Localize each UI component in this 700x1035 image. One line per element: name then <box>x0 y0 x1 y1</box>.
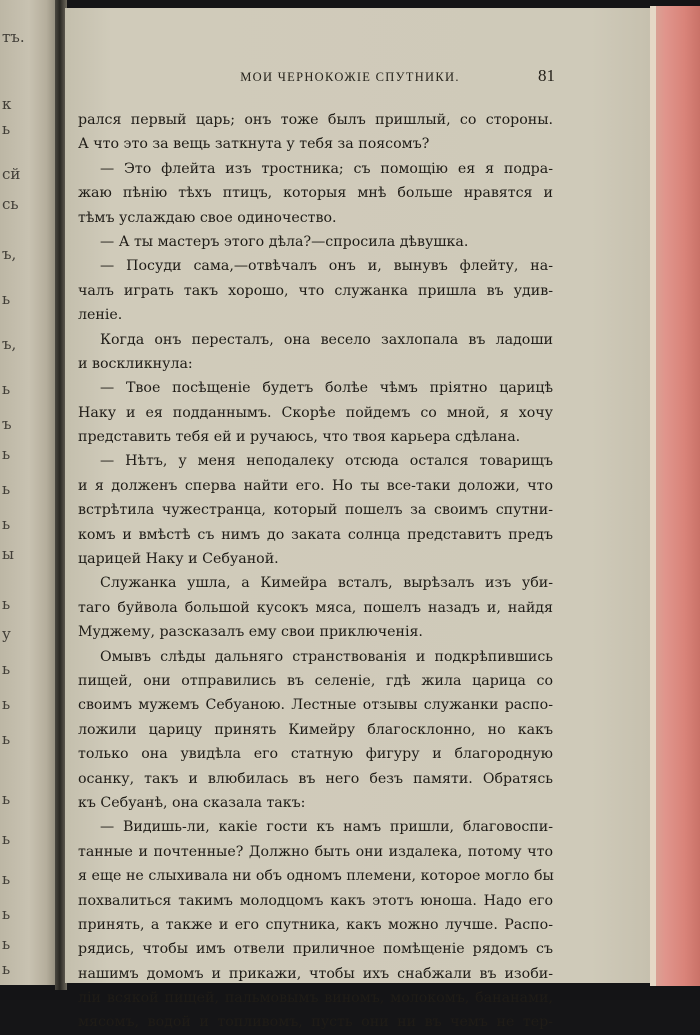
text-line: — Видишь-ли, какіе гости къ намъ пришли, благовоспи- <box>100 819 553 836</box>
left-page-fragment: ь <box>2 595 11 613</box>
left-page-fragment: ь <box>2 935 11 953</box>
text-line: только она увидѣла его статную фигуру и благородную <box>78 746 553 763</box>
left-page-fragment: ь <box>2 960 11 978</box>
left-page-fragment: ъ, <box>2 335 17 353</box>
text-line: — Это флейта изъ тростника; съ помощію ея я подра- <box>100 160 553 177</box>
text-line: — А ты мастеръ этого дѣла?—спросила дѣвушка. <box>100 233 469 250</box>
left-page-fragment: ь <box>2 905 11 923</box>
text-line: танные и почтенные? Должно быть они издалека, потому что <box>78 843 553 860</box>
left-page-fragment: ь <box>2 730 11 748</box>
text-line: жаю пѣнію тѣхъ птицъ, которыя мнѣ больше нравятся и <box>78 185 553 202</box>
text-line: Когда онъ пересталъ, она весело захлопала въ ладоши <box>100 331 553 348</box>
text-line: Омывъ слѣды дальняго странствованія и подкрѣпившись <box>100 648 553 665</box>
text-line: Наку и ея подданнымъ. Скорѣе пойдемъ со мной, я хочу <box>78 404 553 421</box>
left-page-fragment: ь <box>2 660 11 678</box>
left-page-fragment: ь <box>2 290 11 308</box>
text-line: къ Себуанѣ, она сказала такъ: <box>78 794 306 811</box>
text-line: Служанка ушла, а Кимейра всталъ, вырѣзалъ изъ уби- <box>100 575 553 592</box>
left-page-fragment: ь <box>2 445 11 463</box>
text-line: — Твое посѣщеніе будетъ болѣе чѣмъ пріятно царицѣ <box>100 380 553 397</box>
book-cover-edge <box>650 6 700 986</box>
text-line: и я долженъ сперва найти его. Но ты все-таки доложи, что <box>78 477 553 494</box>
left-page-fragment: ъ, <box>2 245 17 263</box>
left-page-fragment: ь <box>2 480 11 498</box>
text-line: рядись, чтобы имъ отвели приличное помѣщеніе рядомъ съ <box>78 941 553 958</box>
text-line: таго буйвола большой кусокъ мяса, пошелъ назадъ и, найдя <box>78 599 553 616</box>
left-page-fragment: сй <box>2 165 21 183</box>
text-line: ліи всякой пищей, пальмовымъ виномъ, молокомъ, бананами, <box>78 990 553 1007</box>
left-page-fragment: тъ. <box>2 28 25 46</box>
text-line: рался первый царь; онъ тоже былъ пришлый, со стороны. <box>78 112 553 128</box>
text-line: комъ и вмѣстѣ съ нимъ до заката солнца представитъ предъ <box>78 526 553 543</box>
text-line: встрѣтила чужестранца, который пошелъ за своимъ спутни- <box>78 502 553 519</box>
left-page-fragment: сь <box>2 195 19 213</box>
text-line: чалъ играть такъ хорошо, что служанка пришла въ удив- <box>78 282 553 299</box>
left-page-fragment: ь <box>2 695 11 713</box>
text-line: — Нѣтъ, у меня неподалеку отсюда остался товарищъ <box>100 453 553 470</box>
text-line: и воскликнула: <box>78 355 193 372</box>
left-page-fragment: ь <box>2 380 11 398</box>
left-page-fragment: ь <box>2 515 11 533</box>
left-page-edge <box>0 0 58 985</box>
running-header: МОИ ЧЕРНОКОЖІЕ СПУТНИКИ. <box>240 70 460 84</box>
left-page-fragment: у <box>2 625 11 643</box>
text-line: пищей, они отправились въ селеніе, гдѣ жила царица со <box>78 672 553 689</box>
text-line: царицей Наку и Себуаной. <box>78 551 279 568</box>
text-line: принять, а также и его спутника, какъ можно лучше. Распо- <box>78 916 553 933</box>
left-page-fragment: ь <box>2 120 11 138</box>
left-page-fragment: к <box>2 95 12 113</box>
text-line: А что это за вещь заткнута у тебя за поясомъ? <box>78 136 430 153</box>
text-line: тѣмъ услаждаю свое одиночество. <box>78 209 337 226</box>
body-text <box>78 108 553 1035</box>
text-line: своимъ мужемъ Себуаною. Лестные отзывы служанки распо- <box>78 697 553 714</box>
text-line: похвалиться такимъ молодцомъ какъ этотъ юноша. Надо его <box>78 892 553 909</box>
text-line: — Посуди сама,—отвѣчалъ онъ и, вынувъ флейту, на- <box>100 258 553 275</box>
left-page-fragment: ь <box>2 830 11 848</box>
text-line: Муджему, разсказалъ ему свои приключенія. <box>78 624 423 641</box>
text-line: ложили царицу принять Кимейру благосклонно, но какъ <box>78 721 553 738</box>
left-page-fragment: ь <box>2 870 11 888</box>
text-line: представить тебя ей и ручаюсь, что твоя карьера сдѣлана. <box>78 429 521 446</box>
text-line: мясомъ, водой и топливомъ, пусть они ни въ чемъ не тер- <box>78 1014 553 1031</box>
text-line: я еще не слыхивала ни объ одномъ племени, которое могло бы <box>78 868 554 885</box>
left-page-fragment: ь <box>2 790 11 808</box>
text-line: леніе. <box>78 307 123 324</box>
left-page-fragment: ъ <box>2 415 12 433</box>
text-line: нашимъ домомъ и прикажи, чтобы ихъ снабжали въ изоби- <box>78 965 553 982</box>
page-number: 81 <box>538 66 555 85</box>
text-line: осанку, такъ и влюбилась въ него безъ памяти. Обратясь <box>78 770 553 787</box>
left-page-fragment: ы <box>2 545 14 563</box>
